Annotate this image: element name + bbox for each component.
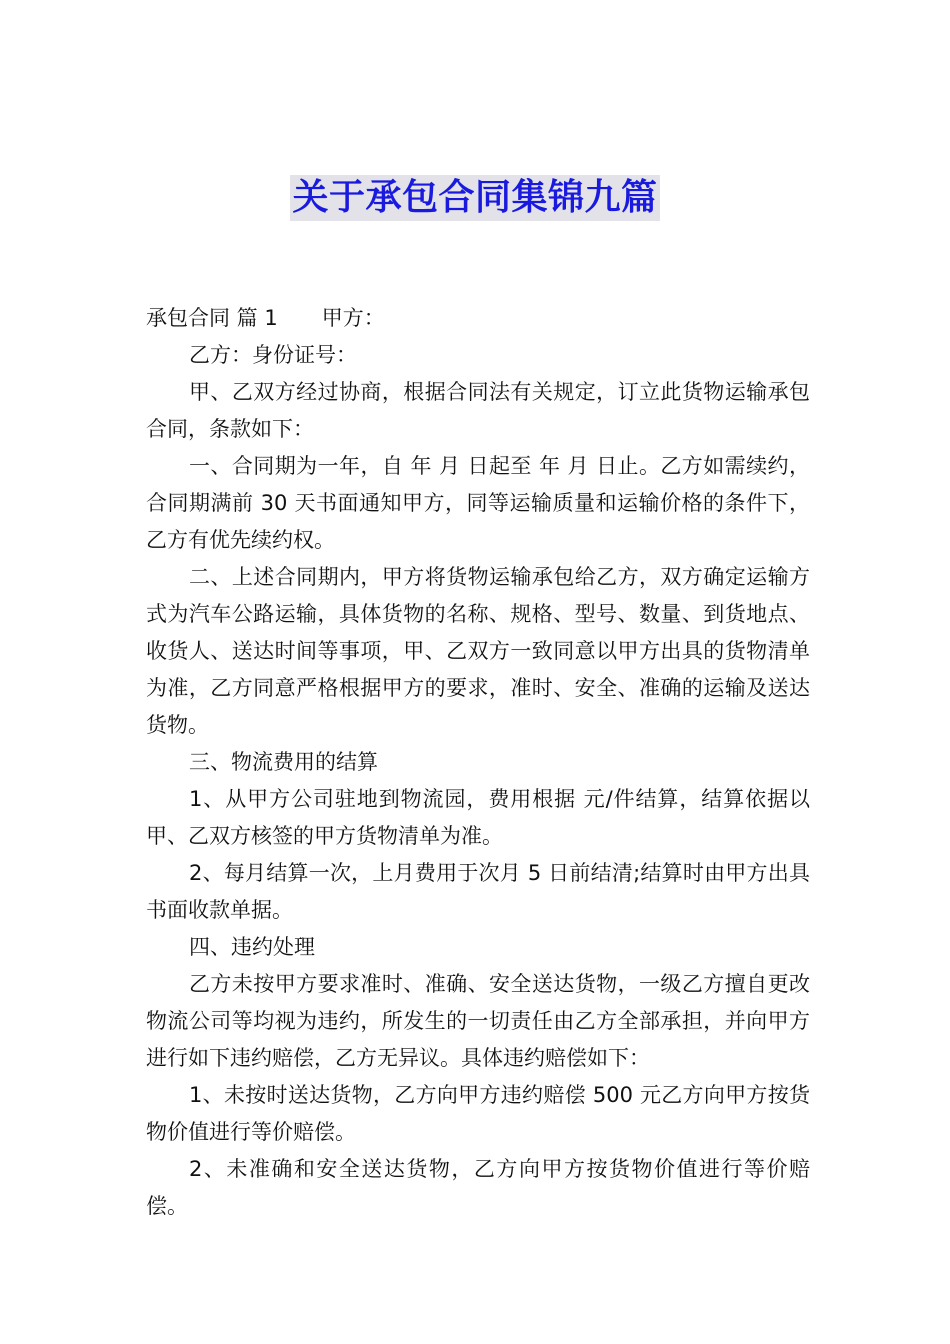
paragraph: 四、违约处理: [189, 935, 315, 959]
paragraph: 二、上述合同期内，甲方将货物运输承包给乙方，双方确定运输方式为汽车公路运输，具体货物的名称、规格、型号、数量、到货地点、收货人、送达时间等事项，甲、乙双方一致同意以甲方出具的货物清单为准，乙方同意严格根据甲方的要求，准时、安全、准确的运输及送达货物。: [146, 565, 810, 737]
title-container: [0, 175, 950, 221]
paragraph: 1、从甲方公司驻地到物流园，费用根据 元/件结算，结算依据以甲、乙双方核签的甲方货物清单为准。: [146, 787, 810, 848]
paragraph: 三、物流费用的结算: [189, 750, 378, 774]
paragraph: 乙方未按甲方要求准时、准确、安全送达货物，一级乙方擅自更改物流公司等均视为违约，所发生的一切责任由乙方全部承担，并向甲方进行如下违约赔偿，乙方无异议。具体违约赔偿如下：: [146, 972, 810, 1070]
section-heading: 承包合同 篇 1: [146, 306, 278, 330]
document-title: 关于承包合同集锦九篇: [290, 175, 659, 221]
document-body: [146, 300, 810, 1225]
paragraph: 甲、乙双方经过协商，根据合同法有关规定，订立此货物运输承包合同，条款如下：: [146, 380, 810, 441]
paragraph: 2、未准确和安全送达货物，乙方向甲方按货物价值进行等价赔偿。: [146, 1157, 810, 1218]
party-a-label: 甲方：: [321, 306, 385, 330]
paragraph: 一、合同期为一年，自 年 月 日起至 年 月 日止。乙方如需续约，合同期满前 30 天书面通知甲方，同等运输质量和运输价格的条件下，乙方有优先续约权。: [146, 454, 810, 552]
paragraph: 乙方：身份证号：: [189, 343, 357, 367]
heading-line: [146, 300, 810, 337]
paragraph: 2、每月结算一次，上月费用于次月 5 日前结清;结算时由甲方出具书面收款单据。: [146, 861, 810, 922]
paragraph: 1、未按时送达货物，乙方向甲方违约赔偿 500 元乙方向甲方按货物价值进行等价赔偿。: [146, 1083, 810, 1144]
